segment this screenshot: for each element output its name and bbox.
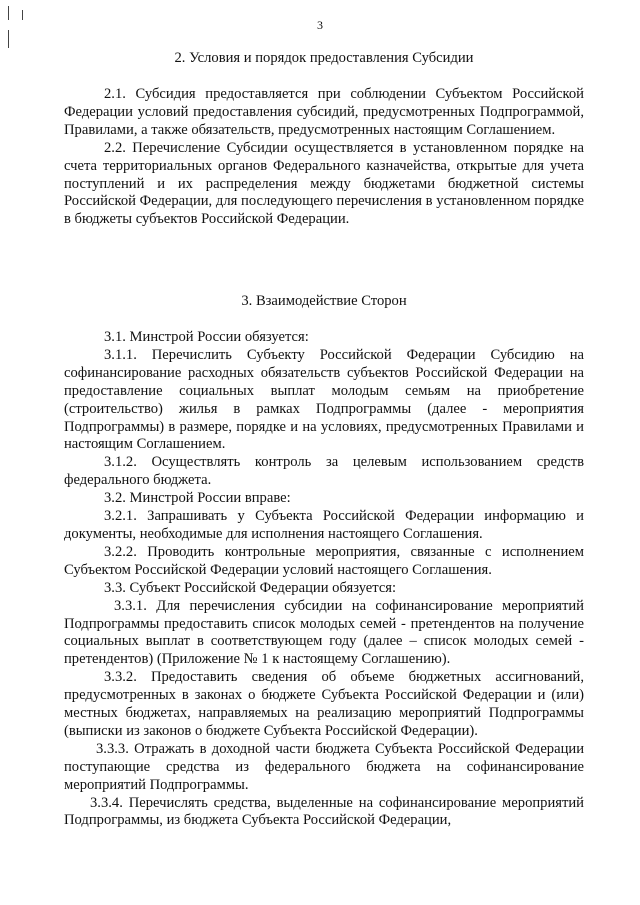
section-2 — [64, 50, 584, 68]
paragraph-3-3-2: 3.3.2. Предоставить сведения об объеме бюджетных ассигнований, предусмотренных в законах о бюджете Субъекта Российской Федерации и (или) местных бюджетах, направляемых на реализацию мероприятий Подпрограммы (выписки из законов о бюджете Субъекта Российской Федерации). — [64, 669, 584, 739]
paragraph-3-2: 3.2. Минстрой России вправе: — [104, 490, 291, 507]
page-number: 3 — [317, 18, 323, 32]
paragraph-2-2: 2.2. Перечисление Субсидии осуществляется в установленном порядке на счета территориальных органов Федерального казначейства, открытые для учета поступлений и их распределения между бюджетами бюджетной системы Российской Федерации, для последующего перечисления в установленном порядке в бюджеты субъектов Российской Федерации. — [64, 139, 584, 228]
paragraph-3-3-3: 3.3.3. Отражать в доходной части бюджета Субъекта Российской Федерации поступающие средства из федерального бюджета на софинансирование мероприятий Подпрограммы. — [64, 740, 584, 793]
section-3 — [64, 293, 584, 311]
paragraph-2-1: 2.1. Субсидия предоставляется при соблюдении Субъектом Российской Федерации условий предоставления субсидий, предусмотренных Подпрограммой, Правилами, а также обязательств, предусмотренных настоящим Соглашением. — [64, 86, 584, 138]
paragraph-3-1: 3.1. Минстрой России обязуется: — [104, 329, 309, 345]
paragraph-3-1-1: 3.1.1. Перечислить Субъекту Российской Федерации Субсидию на софинансирование расходных обязательств субъектов Российской Федерации на предоставление социальных выплат молодым семьям на приобретение (строительство) жилья в рамках Подпрограммы (далее - мероприятия Подпрограммы) в размере, порядке и на условиях, предусмотренных Правилами и настоящим Соглашением. — [64, 346, 584, 453]
paragraph-3-1-2: 3.1.2. Осуществлять контроль за целевым использованием средств федерального бюджета. — [64, 454, 584, 489]
paragraph-3-2-1: 3.2.1. Запрашивать у Субъекта Российской Федерации информацию и документы, необходимые для исполнения настоящего Соглашения. — [64, 508, 584, 542]
paragraph-3-3-1: 3.3.1. Для перечисления субсидии на софинансирование мероприятий Подпрограммы предоставить список молодых семей - претендентов на получение социальных выплат в соответствующем году (далее – список молодых семей - претендентов) (Приложение № 1 к настоящему Соглашению). — [64, 597, 584, 668]
section-3-title: 3. Взаимодействие Сторон — [241, 293, 407, 309]
section-2-body — [64, 86, 584, 229]
paragraph-3-3-4: 3.3.4. Перечислять средства, выделенные на софинансирование мероприятий Подпрограммы, из бюджета Субъекта Российской Федерации, — [64, 794, 584, 829]
section-2-title: 2. Условия и порядок предоставления Субсидии — [174, 50, 474, 66]
paragraph-3-2-2: 3.2.2. Проводить контрольные мероприятия, связанные с исполнением Субъектом Российской Федерации условий настоящего Соглашения. — [64, 543, 584, 578]
paragraph-3-3: 3.3. Субъект Российской Федерации обязуется: — [104, 579, 397, 596]
section-3-body — [64, 329, 584, 830]
